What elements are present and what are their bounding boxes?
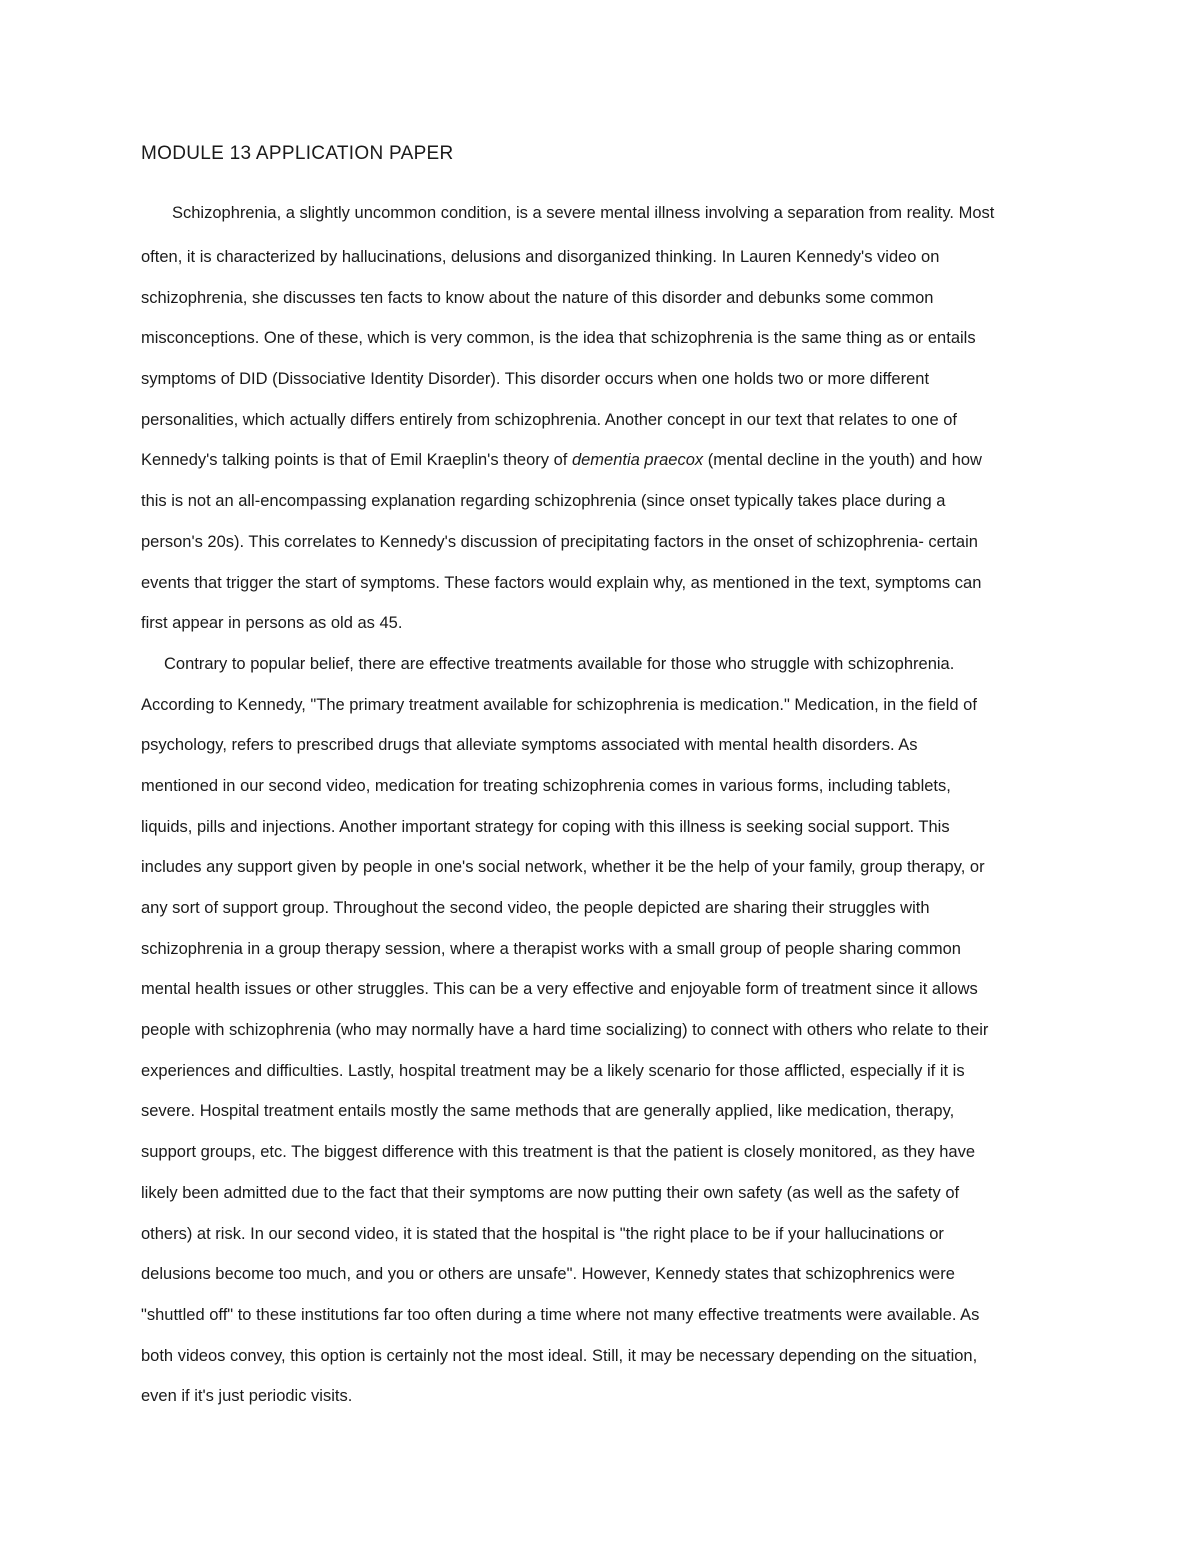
text-line: this is not an all-encompassing explanation regarding schizophrenia (since onset typically takes place during a: [141, 492, 946, 511]
text-line: Schizophrenia, a slightly uncommon condition, is a severe mental illness involving a separation from reality. Most: [172, 204, 995, 222]
text-line: severe. Hospital treatment entails mostly the same methods that are generally applied, like medication, therapy,: [141, 1102, 955, 1121]
text-line: mentioned in our second video, medication for treating schizophrenia comes in various forms, including tablets,: [141, 776, 951, 795]
page-title: MODULE 13 APPLICATION PAPER: [141, 143, 454, 164]
text-line: any sort of support group. Throughout the second video, the people depicted are sharing their struggles with: [141, 899, 930, 917]
text-line: symptoms of DID (Dissociative Identity Disorder). This disorder occurs when one holds two or more different: [141, 370, 930, 389]
text-line: According to Kennedy, "The primary treatment available for schizophrenia is medication." Medication, in the field of: [141, 695, 977, 714]
text-line: first appear in persons as old as 45.: [141, 614, 403, 633]
text-line-with-italic: [141, 447, 1056, 488]
text-line: misconceptions. One of these, which is very common, is the idea that schizophrenia is the same thing as or entails: [141, 329, 976, 348]
text-line: events that trigger the start of symptoms. These factors would explain why, as mentioned in the text, symptoms can: [141, 573, 982, 592]
text-segment: (mental decline in the youth) and how: [703, 451, 982, 470]
text-line: mental health issues or other struggles. This can be a very effective and enjoyable form of treatment since it allows: [141, 980, 978, 999]
text-segment: Kennedy's talking points is that of Emil Kraeplin's theory of: [141, 451, 572, 470]
text-line: both videos convey, this option is certainly not the most ideal. Still, it may be necessary depending on the situation,: [141, 1346, 978, 1365]
text-line: personalities, which actually differs entirely from schizophrenia. Another concept in our text that relates to one of: [141, 410, 957, 429]
text-line: person's 20s). This correlates to Kennedy's discussion of precipitating factors in the onset of schizophrenia- certain: [141, 532, 978, 551]
document-body: [141, 200, 1056, 1424]
text-line: often, it is characterized by hallucinations, delusions and disorganized thinking. In Lauren Kennedy's video on: [141, 248, 940, 266]
text-line: people with schizophrenia (who may normally have a hard time socializing) to connect with others who relate to their: [141, 1021, 989, 1040]
italic-term: dementia praecox: [571, 451, 704, 470]
text-line: schizophrenia in a group therapy session, where a therapist works with a small group of people sharing common: [141, 939, 961, 958]
text-line: others) at risk. In our second video, it is stated that the hospital is "the right place to be if your hallucinations or: [141, 1224, 944, 1243]
text-line: liquids, pills and injections. Another important strategy for coping with this illness is seeking social support. This: [141, 817, 950, 836]
paragraph-2: [141, 651, 1056, 1424]
text-line: even if it's just periodic visits.: [141, 1387, 353, 1406]
text-line: delusions become too much, and you or others are unsafe". However, Kennedy states that schizophrenics were: [141, 1265, 955, 1284]
text-line: schizophrenia, she discusses ten facts to know about the nature of this disorder and debunks some common: [141, 288, 934, 307]
text-line: support groups, etc. The biggest difference with this treatment is that the patient is closely monitored, as they have: [141, 1143, 976, 1162]
text-line: "shuttled off" to these institutions far too often during a time where not many effective treatments were available. As: [141, 1305, 980, 1324]
paragraph-1: [141, 200, 1056, 651]
text-line: experiences and difficulties. Lastly, hospital treatment may be a likely scenario for those afflicted, especially if it is: [141, 1061, 965, 1080]
text-line: includes any support given by people in one's social network, whether it be the help of your family, group therapy, or: [141, 858, 985, 877]
text-line: likely been admitted due to the fact that their symptoms are now putting their own safety (as well as the safety of: [141, 1183, 960, 1202]
text-line: Contrary to popular belief, there are effective treatments available for those who struggle with schizophrenia.: [164, 654, 955, 673]
text-line: psychology, refers to prescribed drugs that alleviate symptoms associated with mental health disorders. As: [141, 736, 918, 755]
